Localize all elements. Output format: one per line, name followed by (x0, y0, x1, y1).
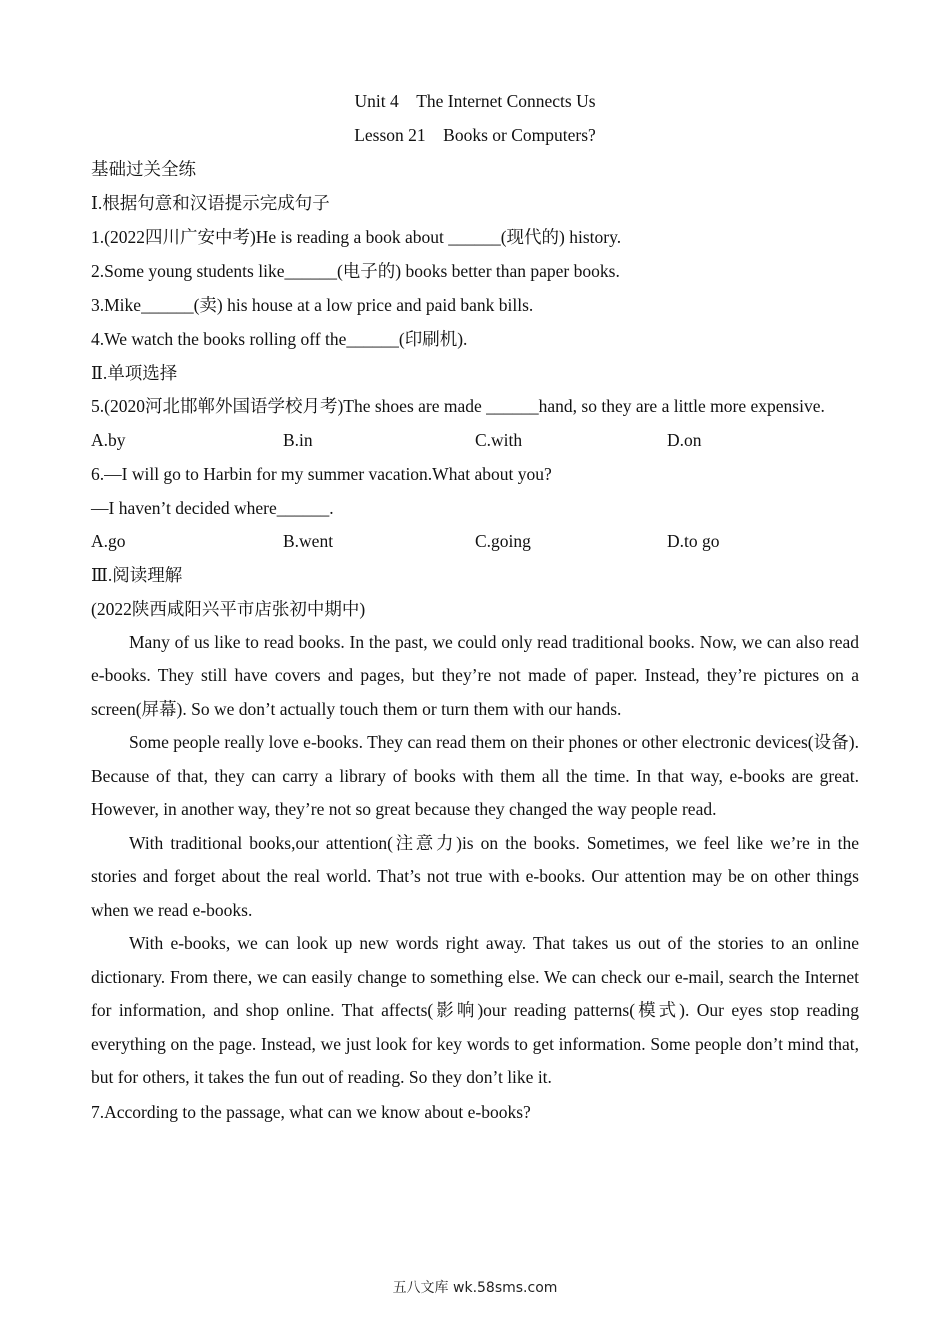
question-1: 1.(2022四川广安中考)He is reading a book about ______(现代的) history. (91, 227, 622, 247)
question-5-options (91, 424, 859, 457)
question-3: 3.Mike______(卖) his house at a low price and paid bank bills. (91, 295, 534, 315)
question-6-options (91, 525, 859, 558)
section2-title: Ⅱ.单项选择 (91, 363, 178, 383)
passage-source: (2022陕西咸阳兴平市店张初中期中) (91, 598, 366, 619)
option-c: C.with (475, 429, 523, 450)
document-page (91, 84, 859, 1129)
question-7: 7.According to the passage, what can we know about e-books? (91, 1101, 531, 1122)
section3-title: Ⅲ.阅读理解 (91, 564, 183, 585)
option-a: A.by (91, 429, 126, 450)
unit-title: Unit 4 The Internet Connects Us (354, 91, 596, 111)
question-6-line-1: 6.—I will go to Harbin for my summer vacation.What about you? (91, 463, 552, 484)
question-2: 2.Some young students like______(电子的) books better than paper books. (91, 261, 620, 281)
option-d: D.on (667, 429, 702, 450)
passage-paragraph-1: Many of us like to read books. In the past, we could only read traditional books. Now, we can also read e-books. They still have covers and pages, but they’re not made of paper. Instead, they’re pictures on a screen(屏幕). So we don’t actually touch them or turn them with our hands. (91, 631, 859, 719)
passage-paragraph-4: With e-books, we can look up new words right away. That takes us out of the stories to an online dictionary. From there, we can easily change to something else. We can check our e-mail, search the Internet for information, and shop online. That affects(影响)our reading patterns(模式). Our eyes stop reading everything on the page. Instead, we just look for key words to get information. Some people don’t mind that, but for others, it takes the fun out of reading. So they don’t like it. (91, 933, 859, 1087)
option-a: A.go (91, 530, 126, 551)
lesson-title: Lesson 21 Books or Computers? (354, 125, 596, 145)
option-d: D.to go (667, 530, 720, 551)
question-4: 4.We watch the books rolling off the______(印刷机). (91, 329, 468, 349)
option-b: B.in (283, 429, 313, 450)
footer-watermark: 五八文库 wk.58sms.com (392, 1280, 558, 1296)
passage-paragraph-2: Some people really love e-books. They can read them on their phones or other electronic devices(设备). Because of that, they can carry a library of books with them all the time. In that way, e-books are great. However, in another way, they’re not so great because they changed the way people read. (91, 732, 859, 819)
option-b: B.went (283, 530, 334, 551)
passage-paragraph-3: With traditional books,our attention(注意力)is on the books. Sometimes, we feel like we’re in the stories and forget about the real world. That’s not true with e-books. Our attention may be on other things when we read e-books. (91, 832, 859, 920)
question-5: 5.(2020河北邯郸外国语学校月考)The shoes are made ______hand, so they are a little more expensive. (91, 396, 825, 416)
section1-title: Ⅰ.根据句意和汉语提示完成句子 (91, 193, 330, 213)
question-6-line-2: —I haven’t decided where______. (91, 497, 334, 518)
practice-title: 基础过关全练 (91, 159, 196, 179)
option-c: C.going (475, 530, 531, 551)
